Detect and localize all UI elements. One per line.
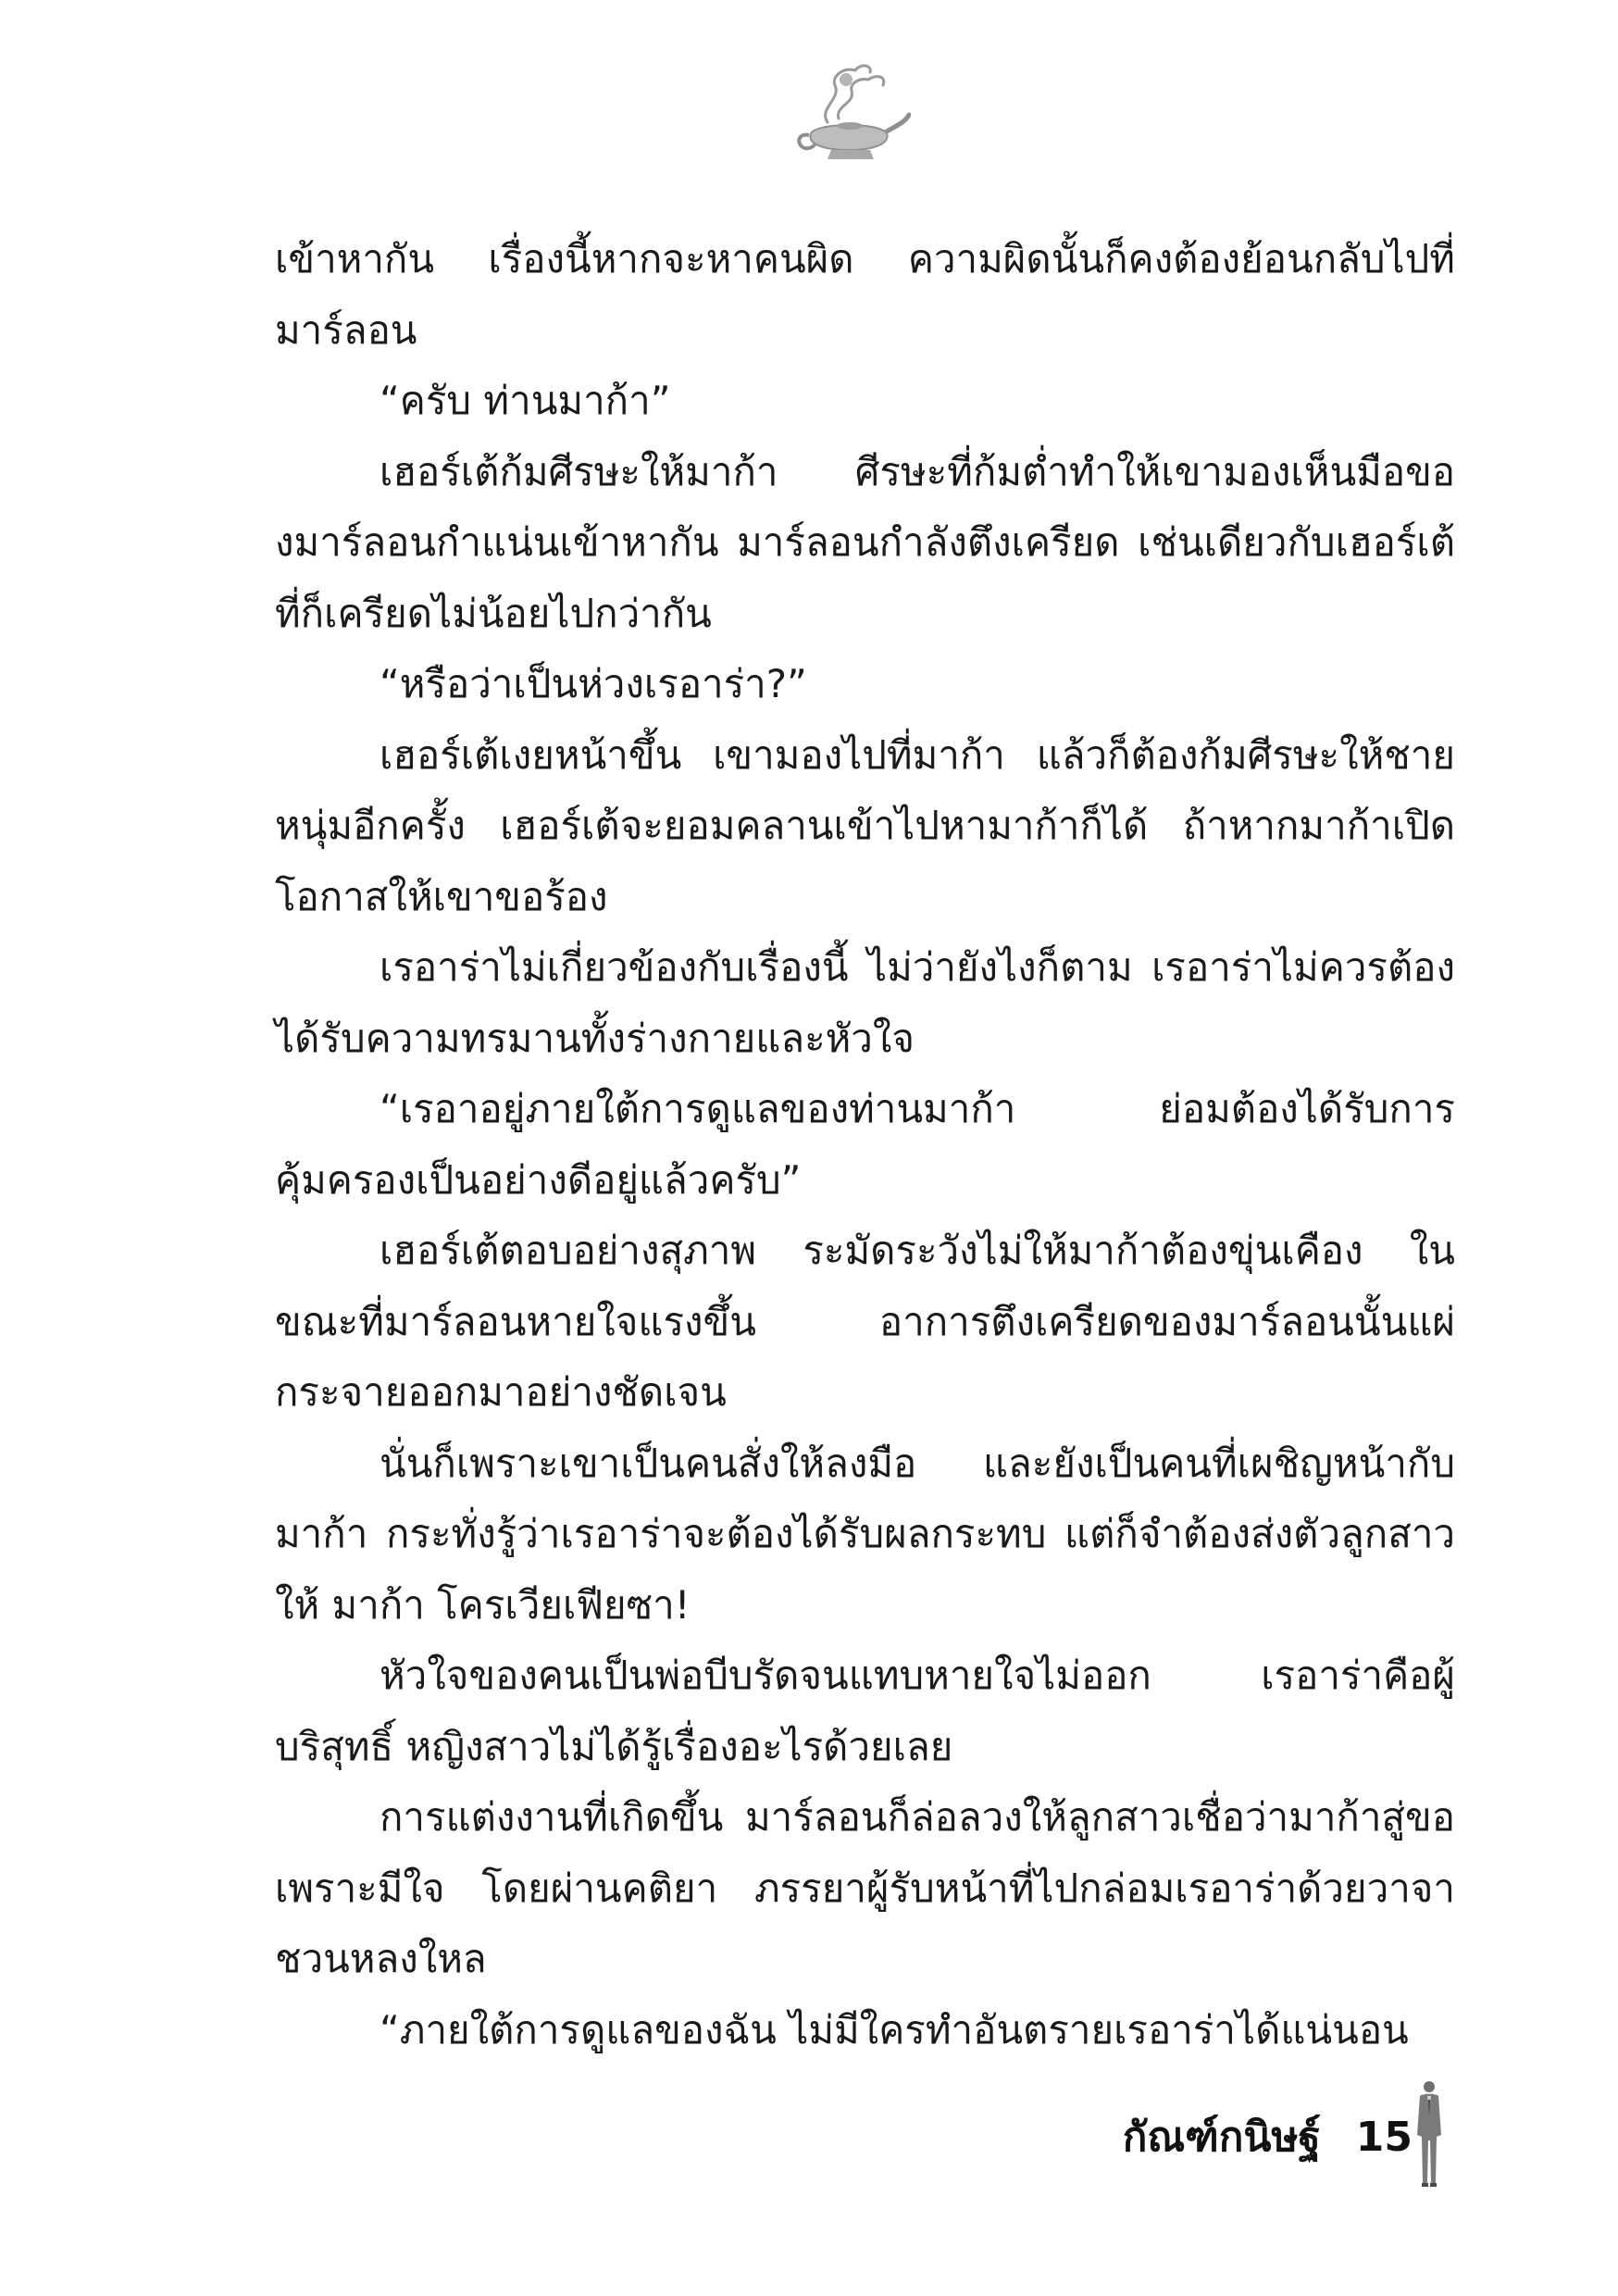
paragraph: “เรอาอยู่ภายใต้การดูแลของท่านมาก้า ย่อมต้องได้รับการคุ้มครองเป็นอย่างดีอยู่แล้วครับ”	[275, 1086, 1455, 1203]
paragraph: เข้าหากัน เรื่องนี้หากจะหาคนผิด ความผิดนั้นก็คงต้องย้อนกลับไปที่มาร์ลอน	[275, 236, 1455, 353]
paragraph: เรอาร่าไม่เกี่ยวข้องกับเรื่องนี้ ไม่ว่ายังไงก็ตาม เรอาร่าไม่ควรต้องได้รับความทรมานทั้งร่างกายและหัวใจ	[275, 944, 1455, 1061]
author-name: กัณฑ์กนิษฐ์	[1122, 2114, 1321, 2161]
paragraph: “ครับ ท่านมาก้า”	[380, 378, 671, 423]
paragraph: หัวใจของคนเป็นพ่อบีบรัดจนแทบหายใจไม่ออก เรอาร่าคือผู้บริสุทธิ์ หญิงสาวไม่ได้รู้เรื่องอะไรด้วยเลย	[275, 1653, 1455, 1769]
paragraph: “ภายใต้การดูแลของฉัน ไม่มีใครทำอันตรายเรอาร่าได้แน่นอน	[380, 2006, 1409, 2053]
paragraph: เฮอร์เต้ตอบอย่างสุภาพ ระมัดระวังไม่ให้มาก้าต้องขุ่นเคือง ในขณะที่มาร์ลอนหายใจแรงขึ้น อาการตึงเครียดของมาร์ลอนนั้นแผ่กระจายออกมาอย่างชัดเจน	[275, 1228, 1455, 1415]
paragraph: เฮอร์เต้เงยหน้าขึ้น เขามองไปที่มาก้า แล้วก็ต้องก้มศีรษะให้ชายหนุ่มอีกครั้ง เฮอร์เต้จะยอมคลานเข้าไปหามาก้าก็ได้ ถ้าหากมาก้าเปิดโอกาสให้เขาขอร้อง	[275, 731, 1455, 919]
page-footer	[1123, 2100, 1413, 2174]
page-number: 15	[1355, 2113, 1413, 2161]
paragraph: เฮอร์เต้ก้มศีรษะให้มาก้า ศีรษะที่ก้มต่ำทำให้เขามองเห็นมือของมาร์ลอนกำแน่นเข้าหากัน มาร์ลอนกำลังตึงเครียด เช่นเดียวกับเฮอร์เต้ที่ก็เครียดไม่น้อยไปกว่ากัน	[275, 448, 1455, 636]
paragraph: การแต่งงานที่เกิดขึ้น มาร์ลอนก็ล่อลวงให้ลูกสาวเชื่อว่ามาก้าสู่ขอเพราะมีใจ โดยผ่านคติยา ภรรยาผู้รับหน้าที่ไปกล่อมเรอาร่าด้วยวาจาชวนหลงใหล	[275, 1794, 1455, 1981]
paragraph: “หรือว่าเป็นห่วงเรอาร่า?”	[380, 661, 807, 706]
page-body	[275, 224, 1455, 2065]
standing-man-icon	[1414, 2079, 1444, 2189]
genie-lamp-icon	[790, 57, 911, 164]
paragraph: นั่นก็เพราะเขาเป็นคนสั่งให้ลงมือ และยังเป็นคนที่เผชิญหน้ากับมาก้า กระทั่งรู้ว่าเรอาร่าจะต้องได้รับผลกระทบ แต่ก็จำต้องส่งตัวลูกสาวให้ มาก้า โครเวียเฟียซา!	[275, 1440, 1455, 1628]
